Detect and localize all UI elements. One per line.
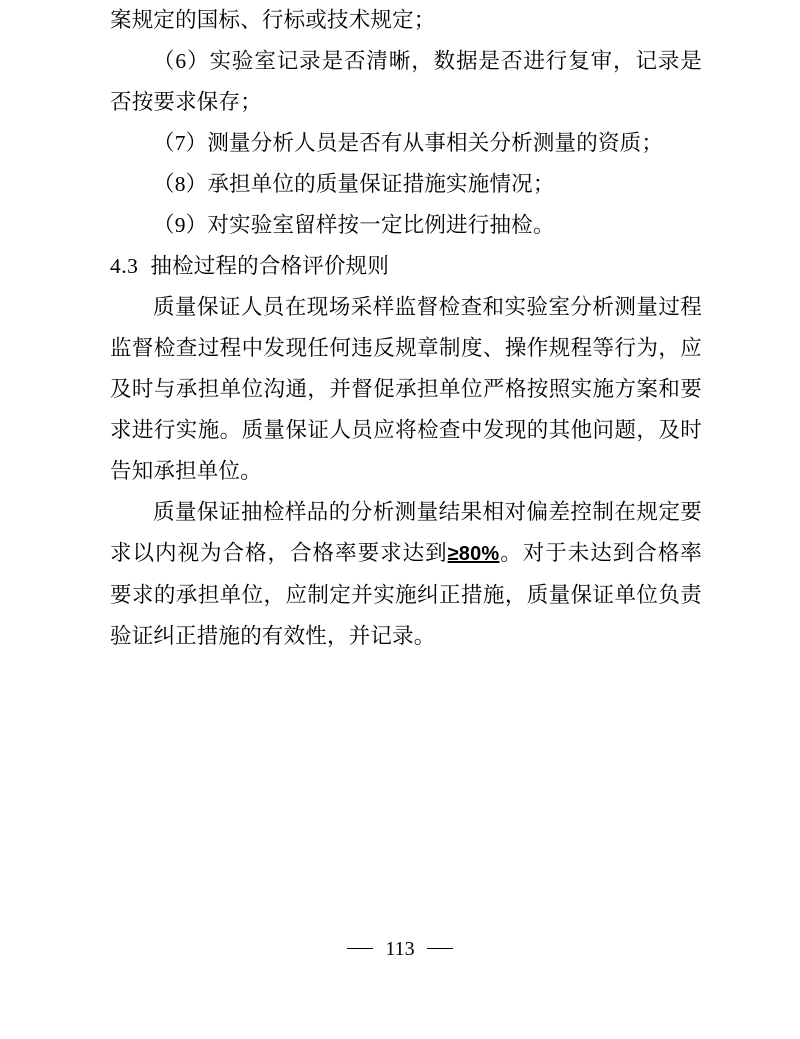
- list-item-6: （6）实验室记录是否清晰，数据是否进行复审，记录是否按要求保存；: [110, 49, 702, 114]
- section-heading-title: 抽检过程的合格评价规则: [150, 254, 390, 278]
- section-heading: [110, 246, 702, 287]
- footer-dash-right: [427, 948, 453, 949]
- paragraph-pass-rate-part2: 。对于未达到合格率要求的承担单位，应制定并实施纠正措施，质量保证单位负责验证纠正措施的有效性，并记录。: [110, 541, 702, 648]
- list-item-8: （8）承担单位的质量保证措施实施情况；: [153, 172, 555, 196]
- paragraph-pass-rate: [110, 492, 702, 657]
- page-number: 113: [385, 938, 415, 960]
- page-footer: [0, 938, 800, 961]
- footer-dash-left: [347, 948, 373, 949]
- section-heading-number: 4.3: [110, 254, 139, 278]
- list-item-7: （7）测量分析人员是否有从事相关分析测量的资质；: [153, 131, 664, 155]
- continued-line: 案规定的国标、行标或技术规定；: [110, 8, 436, 32]
- pass-rate-threshold: ≥80%: [447, 543, 500, 565]
- paragraph-pass-rate-part1: 质量保证抽检样品的分析测量结果相对偏差控制在规定要求以内视为合格，合格率要求达到: [110, 500, 702, 565]
- document-body: [110, 0, 702, 657]
- paragraph-quality-assurance: 质量保证人员在现场采样监督检查和实验室分析测量过程监督检查过程中发现任何违反规章制度、操作规程等行为，应及时与承担单位沟通，并督促承担单位严格按照实施方案和要求进行实施。质量保证人员应将检查中发现的其他问题，及时告知承担单位。: [110, 295, 702, 483]
- list-item-9: （9）对实验室留样按一定比例进行抽检。: [153, 213, 555, 237]
